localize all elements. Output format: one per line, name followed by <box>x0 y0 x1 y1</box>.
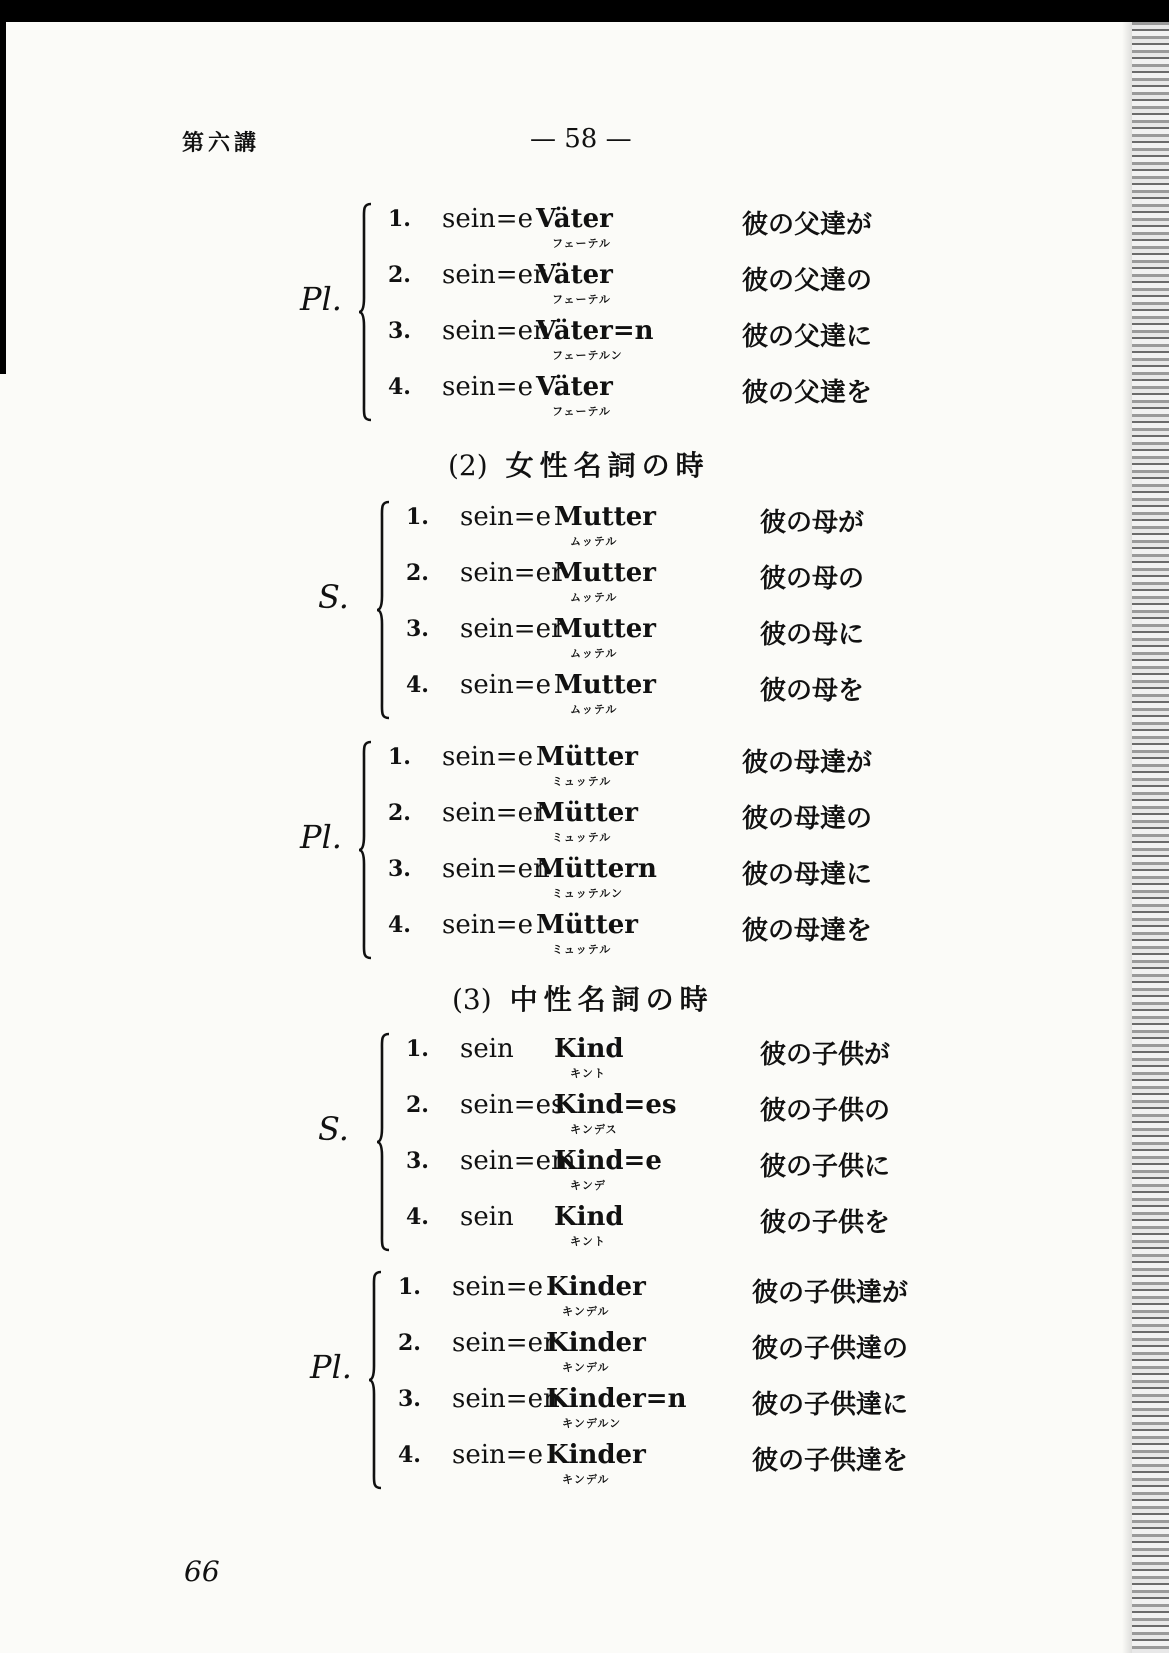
noun-form: Müttern <box>536 854 657 884</box>
noun-form: Mutter <box>554 614 656 644</box>
noun-form: Kinder <box>546 1272 646 1302</box>
case-number: 4. <box>388 912 411 938</box>
case-number: 1. <box>406 504 429 530</box>
katakana-reading: フェーテルン <box>552 349 623 362</box>
case-number: 4. <box>406 672 429 698</box>
declension-row <box>310 1382 1010 1438</box>
katakana-reading: キンデス <box>570 1123 618 1136</box>
article-form: sein=e <box>460 670 551 700</box>
japanese-translation: 彼の母が <box>760 508 865 538</box>
article-form: sein=er <box>460 558 564 588</box>
declension-row <box>310 1270 1010 1326</box>
japanese-translation: 彼の子供達に <box>752 1390 909 1420</box>
katakana-reading: ムッテル <box>570 647 618 660</box>
declension-row <box>318 1032 1018 1088</box>
noun-form: Väter <box>536 204 613 234</box>
case-number: 2. <box>406 1092 429 1118</box>
noun-form: Mütter <box>536 910 638 940</box>
declension-group <box>300 202 1020 432</box>
scan-border <box>0 22 6 374</box>
katakana-reading: キンデルン <box>562 1417 622 1430</box>
declension-group <box>318 500 1038 730</box>
japanese-translation: 彼の子供が <box>760 1040 891 1070</box>
article-form: sein=e <box>442 372 533 402</box>
japanese-translation: 彼の父達を <box>742 378 873 408</box>
noun-form: Väter <box>536 372 613 402</box>
declension-row <box>310 1326 1010 1382</box>
article-form: sein=en <box>442 854 550 884</box>
noun-form: Kind=es <box>554 1090 677 1120</box>
katakana-reading: ムッテル <box>570 535 618 548</box>
noun-form: Mutter <box>554 670 656 700</box>
declension-row <box>300 314 1000 370</box>
katakana-reading: ミュッテル <box>552 831 612 844</box>
japanese-translation: 彼の子供を <box>760 1208 891 1238</box>
article-form: sein=er <box>460 614 564 644</box>
case-number: 3. <box>388 318 411 344</box>
declension-row <box>300 202 1000 258</box>
declension-row <box>310 1438 1010 1494</box>
case-number: 3. <box>388 856 411 882</box>
japanese-translation: 彼の母達の <box>742 804 873 834</box>
article-form: sein=er <box>442 260 546 290</box>
japanese-translation: 彼の母を <box>760 676 865 706</box>
case-number: 1. <box>406 1036 429 1062</box>
declension-row <box>318 556 1018 612</box>
noun-form: Kinder <box>546 1328 646 1358</box>
noun-form: Kind <box>554 1034 624 1064</box>
case-number: 3. <box>398 1386 421 1412</box>
article-form: sein=er <box>442 798 546 828</box>
japanese-translation: 彼の母達を <box>742 916 873 946</box>
katakana-reading: キント <box>570 1235 606 1248</box>
katakana-reading: ミュッテル <box>552 943 612 956</box>
article-form: sein=e <box>442 742 533 772</box>
declension-row <box>300 852 1000 908</box>
section-title: 中性名詞の時 <box>509 983 714 1016</box>
declension-group <box>318 1032 1038 1262</box>
article-form: sein=e <box>452 1272 543 1302</box>
declension-group <box>310 1270 1030 1500</box>
article-form: sein=e <box>442 204 533 234</box>
japanese-translation: 彼の父達が <box>742 210 873 240</box>
case-number: 4. <box>398 1442 421 1468</box>
article-form: sein=e <box>442 910 533 940</box>
declension-row <box>300 796 1000 852</box>
katakana-reading: キンデ <box>570 1179 606 1192</box>
number-label: Pl. <box>300 280 342 318</box>
number-label: S. <box>318 1110 349 1148</box>
japanese-translation: 彼の母達に <box>742 860 873 890</box>
case-number: 1. <box>388 206 411 232</box>
noun-form: Mutter <box>554 502 656 532</box>
case-number: 3. <box>406 616 429 642</box>
japanese-translation: 彼の子供の <box>760 1096 891 1126</box>
case-number: 1. <box>388 744 411 770</box>
case-number: 4. <box>388 374 411 400</box>
case-number: 3. <box>406 1148 429 1174</box>
section-number: (3) <box>452 983 492 1016</box>
declension-row <box>300 740 1000 796</box>
japanese-translation: 彼の子供達の <box>752 1334 909 1364</box>
japanese-translation: 彼の母の <box>760 564 865 594</box>
number-label: S. <box>318 578 349 616</box>
japanese-translation: 彼の子供に <box>760 1152 891 1182</box>
noun-form: Mutter <box>554 558 656 588</box>
katakana-reading: ムッテル <box>570 591 618 604</box>
case-number: 2. <box>388 800 411 826</box>
printed-page-number: — 58 — <box>530 124 632 154</box>
katakana-reading: フェーテル <box>552 293 611 306</box>
number-label: Pl. <box>310 1348 352 1386</box>
noun-form: Mütter <box>536 798 638 828</box>
case-number: 2. <box>388 262 411 288</box>
declension-row <box>318 1088 1018 1144</box>
declension-row <box>318 1144 1018 1200</box>
japanese-translation: 彼の母に <box>760 620 865 650</box>
section-heading-neuter <box>452 978 714 1018</box>
section-title: 女性名詞の時 <box>505 449 710 482</box>
article-form: sein=es <box>460 1090 565 1120</box>
case-number: 2. <box>398 1330 421 1356</box>
article-form: sein <box>460 1034 514 1064</box>
case-number: 1. <box>398 1274 421 1300</box>
katakana-reading: キント <box>570 1067 606 1080</box>
katakana-reading: フェーテル <box>552 237 611 250</box>
noun-form: Kind=e <box>554 1146 662 1176</box>
declension-row <box>318 668 1018 724</box>
case-number: 4. <box>406 1204 429 1230</box>
katakana-reading: ミュッテル <box>552 775 612 788</box>
noun-form: Kinder <box>546 1440 646 1470</box>
declension-row <box>318 612 1018 668</box>
declension-row <box>300 258 1000 314</box>
japanese-translation: 彼の母達が <box>742 748 873 778</box>
declension-group <box>300 740 1020 970</box>
japanese-translation: 彼の父達の <box>742 266 873 296</box>
declension-row <box>300 908 1000 964</box>
article-form: sein=er <box>452 1328 556 1358</box>
case-number: 2. <box>406 560 429 586</box>
section-number: (2) <box>448 449 488 482</box>
noun-form: Kinder=n <box>546 1384 687 1414</box>
article-form: sein=en <box>442 316 550 346</box>
noun-form: Mütter <box>536 742 638 772</box>
katakana-reading: キンデル <box>562 1473 610 1486</box>
declension-row <box>318 1200 1018 1256</box>
article-form: sein=em <box>460 1146 576 1176</box>
noun-form: Kind <box>554 1202 624 1232</box>
katakana-reading: ムッテル <box>570 703 618 716</box>
katakana-reading: キンデル <box>562 1305 610 1318</box>
noun-form: Väter <box>536 260 613 290</box>
page-edge <box>1132 22 1169 1653</box>
noun-form: Väter=n <box>536 316 654 346</box>
article-form: sein=en <box>452 1384 560 1414</box>
japanese-translation: 彼の子供達が <box>752 1278 909 1308</box>
declension-row <box>318 500 1018 556</box>
katakana-reading: キンデル <box>562 1361 610 1374</box>
katakana-reading: ミュッテルン <box>552 887 623 900</box>
section-heading-feminine <box>448 444 710 484</box>
number-label: Pl. <box>300 818 342 856</box>
japanese-translation: 彼の子供達を <box>752 1446 909 1476</box>
declension-row <box>300 370 1000 426</box>
chapter-title: 第六講 <box>182 131 261 156</box>
katakana-reading: フェーテル <box>552 405 611 418</box>
book-page-number: 66 <box>184 1555 220 1588</box>
article-form: sein=e <box>460 502 551 532</box>
japanese-translation: 彼の父達に <box>742 322 873 352</box>
article-form: sein=e <box>452 1440 543 1470</box>
article-form: sein <box>460 1202 514 1232</box>
